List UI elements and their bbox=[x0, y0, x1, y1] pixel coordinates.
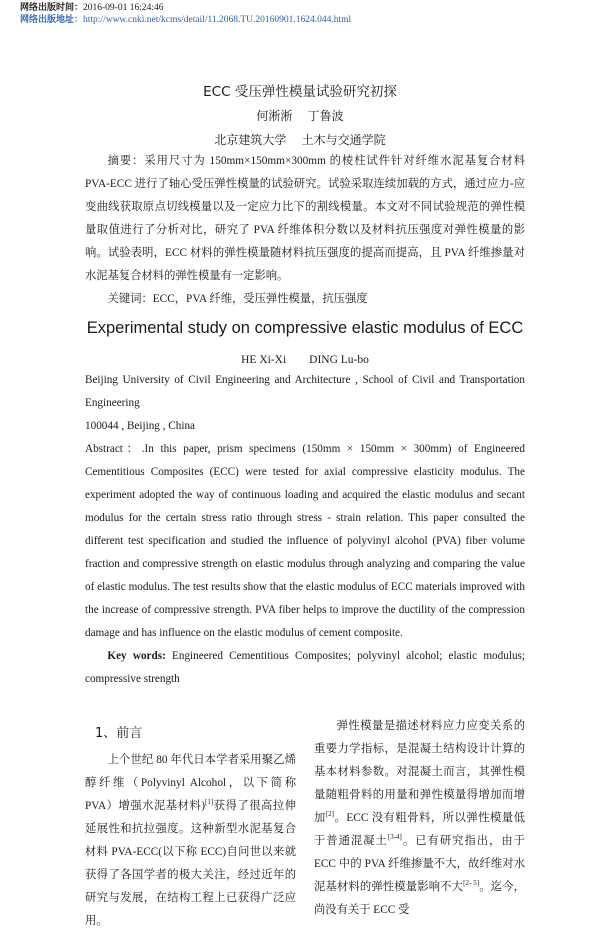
publish-url-link[interactable]: http://www.cnki.net/kcms/detail/11.2068.TU.20160901.1624.044.html bbox=[83, 15, 352, 25]
citation: [2- 5] bbox=[463, 879, 480, 888]
text: 。已有研究指出，由于 ECC 中的 PVA 纤维掺量不大，故纤维对水泥基材料的弹性模量影响不大 bbox=[314, 835, 525, 893]
publish-time bbox=[20, 2, 600, 14]
text: 获得了很高拉伸延展性和抗拉强度。这种新型水泥基复合材料 PVA-ECC(以下称 ECC)自问世以来就获得了各国学者的极大关注，经过近年的研究与发展，在结构工程上已获得广泛应用。 bbox=[85, 800, 296, 927]
en-keywords bbox=[85, 645, 525, 691]
zh-title: ECC 受压弹性模量试验研究初探 bbox=[203, 84, 397, 100]
text: 。ECC 没有粗骨料，所以弹性模量低于普通混凝土 bbox=[314, 812, 525, 847]
text: 弹性模量是描述材料应力应变关系的重要力学指标，是混凝土结构设计计算的基本材料参数。对混凝土而言，其弹性模量随粗骨料的用量和弹性模量得增加而增加 bbox=[314, 720, 525, 824]
en-abstract-text: .In this paper, prism specimens (150mm × 150mm × 300mm) of Engineered Cementitious Composites (ECC) were tested for axial compressive elasticity modulus. The experiment adopted the way of continuous loading and acquired the elastic modulus and secant modulus for the certain stress ratio through stress - strain relation. This paper consulted the different test specification and studied the influence of polyvinyl alcohol (PVA) fiber volume fraction and compressive strength on elastic modulus through analyzing and comparing the value of elastic modulus. The test results show that the elastic modulus of ECC materials improved with the increase of compressive strength. PVA fiber helps to improve the ductility of the compression damage and has influence on the elastic modulus of cement composite. bbox=[85, 443, 525, 639]
en-affiliation: Beijing University of Civil Engineering and Architecture , School of Civil and Transportation Engineering bbox=[85, 374, 525, 409]
left-column-paragraph bbox=[85, 749, 296, 933]
publish-time-value: 2016-09-01 16:24:46 bbox=[83, 3, 164, 13]
two-column-body bbox=[85, 715, 525, 933]
section-heading: 1、前言 bbox=[95, 726, 143, 741]
en-keywords-text: Engineered Cementitious Composites; polyvinyl alcohol; elastic modulus; compressive strength bbox=[85, 650, 525, 685]
en-postcode: 100044 , Beijing , China bbox=[85, 420, 196, 432]
publish-url bbox=[20, 14, 600, 26]
publish-info bbox=[0, 0, 600, 26]
citation: [1] bbox=[205, 798, 214, 807]
text: 上个世纪 80 年代日本学者采用聚乙烯醇纤维（Polyvinyl Alcohol，以下简称 PVA）增强水泥基材料) bbox=[85, 754, 296, 812]
en-keywords-label: Key words: bbox=[107, 650, 166, 662]
text: 。迄今，尚没有关于 ECC 受 bbox=[314, 881, 525, 916]
zh-affiliation: 北京建筑大学 土木与交通学院 bbox=[214, 133, 386, 147]
zh-keywords: 关键词：ECC，PVA 纤维，受压弹性模量，抗压强度 bbox=[107, 293, 368, 305]
en-authors: HE Xi-Xi DING Lu-bo bbox=[241, 354, 369, 366]
right-column bbox=[314, 715, 525, 933]
citation: [2] bbox=[325, 810, 335, 819]
zh-authors: 何淅淅 丁鲁波 bbox=[256, 109, 344, 123]
right-column-paragraph bbox=[314, 715, 525, 922]
publish-time-label: 网络出版时间： bbox=[20, 3, 84, 13]
citation: [3-4] bbox=[387, 833, 402, 842]
en-abstract-label: Abstract： bbox=[85, 443, 142, 455]
zh-abstract: 摘要：采用尺寸为 150mm×150mm×300mm 的棱柱试件针对纤维水泥基复合材料 PVA-ECC 进行了轴心受压弹性模量的试验研究。试验采取连续加载的方式，通过应力-应变曲线获取原点切线模量以及一定应力比下的割线模量。本文对不同试验规范的弹性模量取值进行了分析对比，研究了 PVA 纤维体积分数以及材料抗压强度对弹性模量的影响。试验表明，ECC 材料的弹性模量随材料抗压强度的提高而提高，且 PVA 纤维掺量对水泥基复合材料的弹性模量有一定影响。 bbox=[85, 155, 525, 282]
en-abstract bbox=[85, 438, 525, 645]
en-title: Experimental study on compressive elastic modulus of ECC bbox=[86, 319, 524, 337]
left-column bbox=[85, 715, 296, 933]
publish-url-label: 网络出版地址： bbox=[20, 15, 84, 25]
main-content bbox=[85, 150, 525, 933]
